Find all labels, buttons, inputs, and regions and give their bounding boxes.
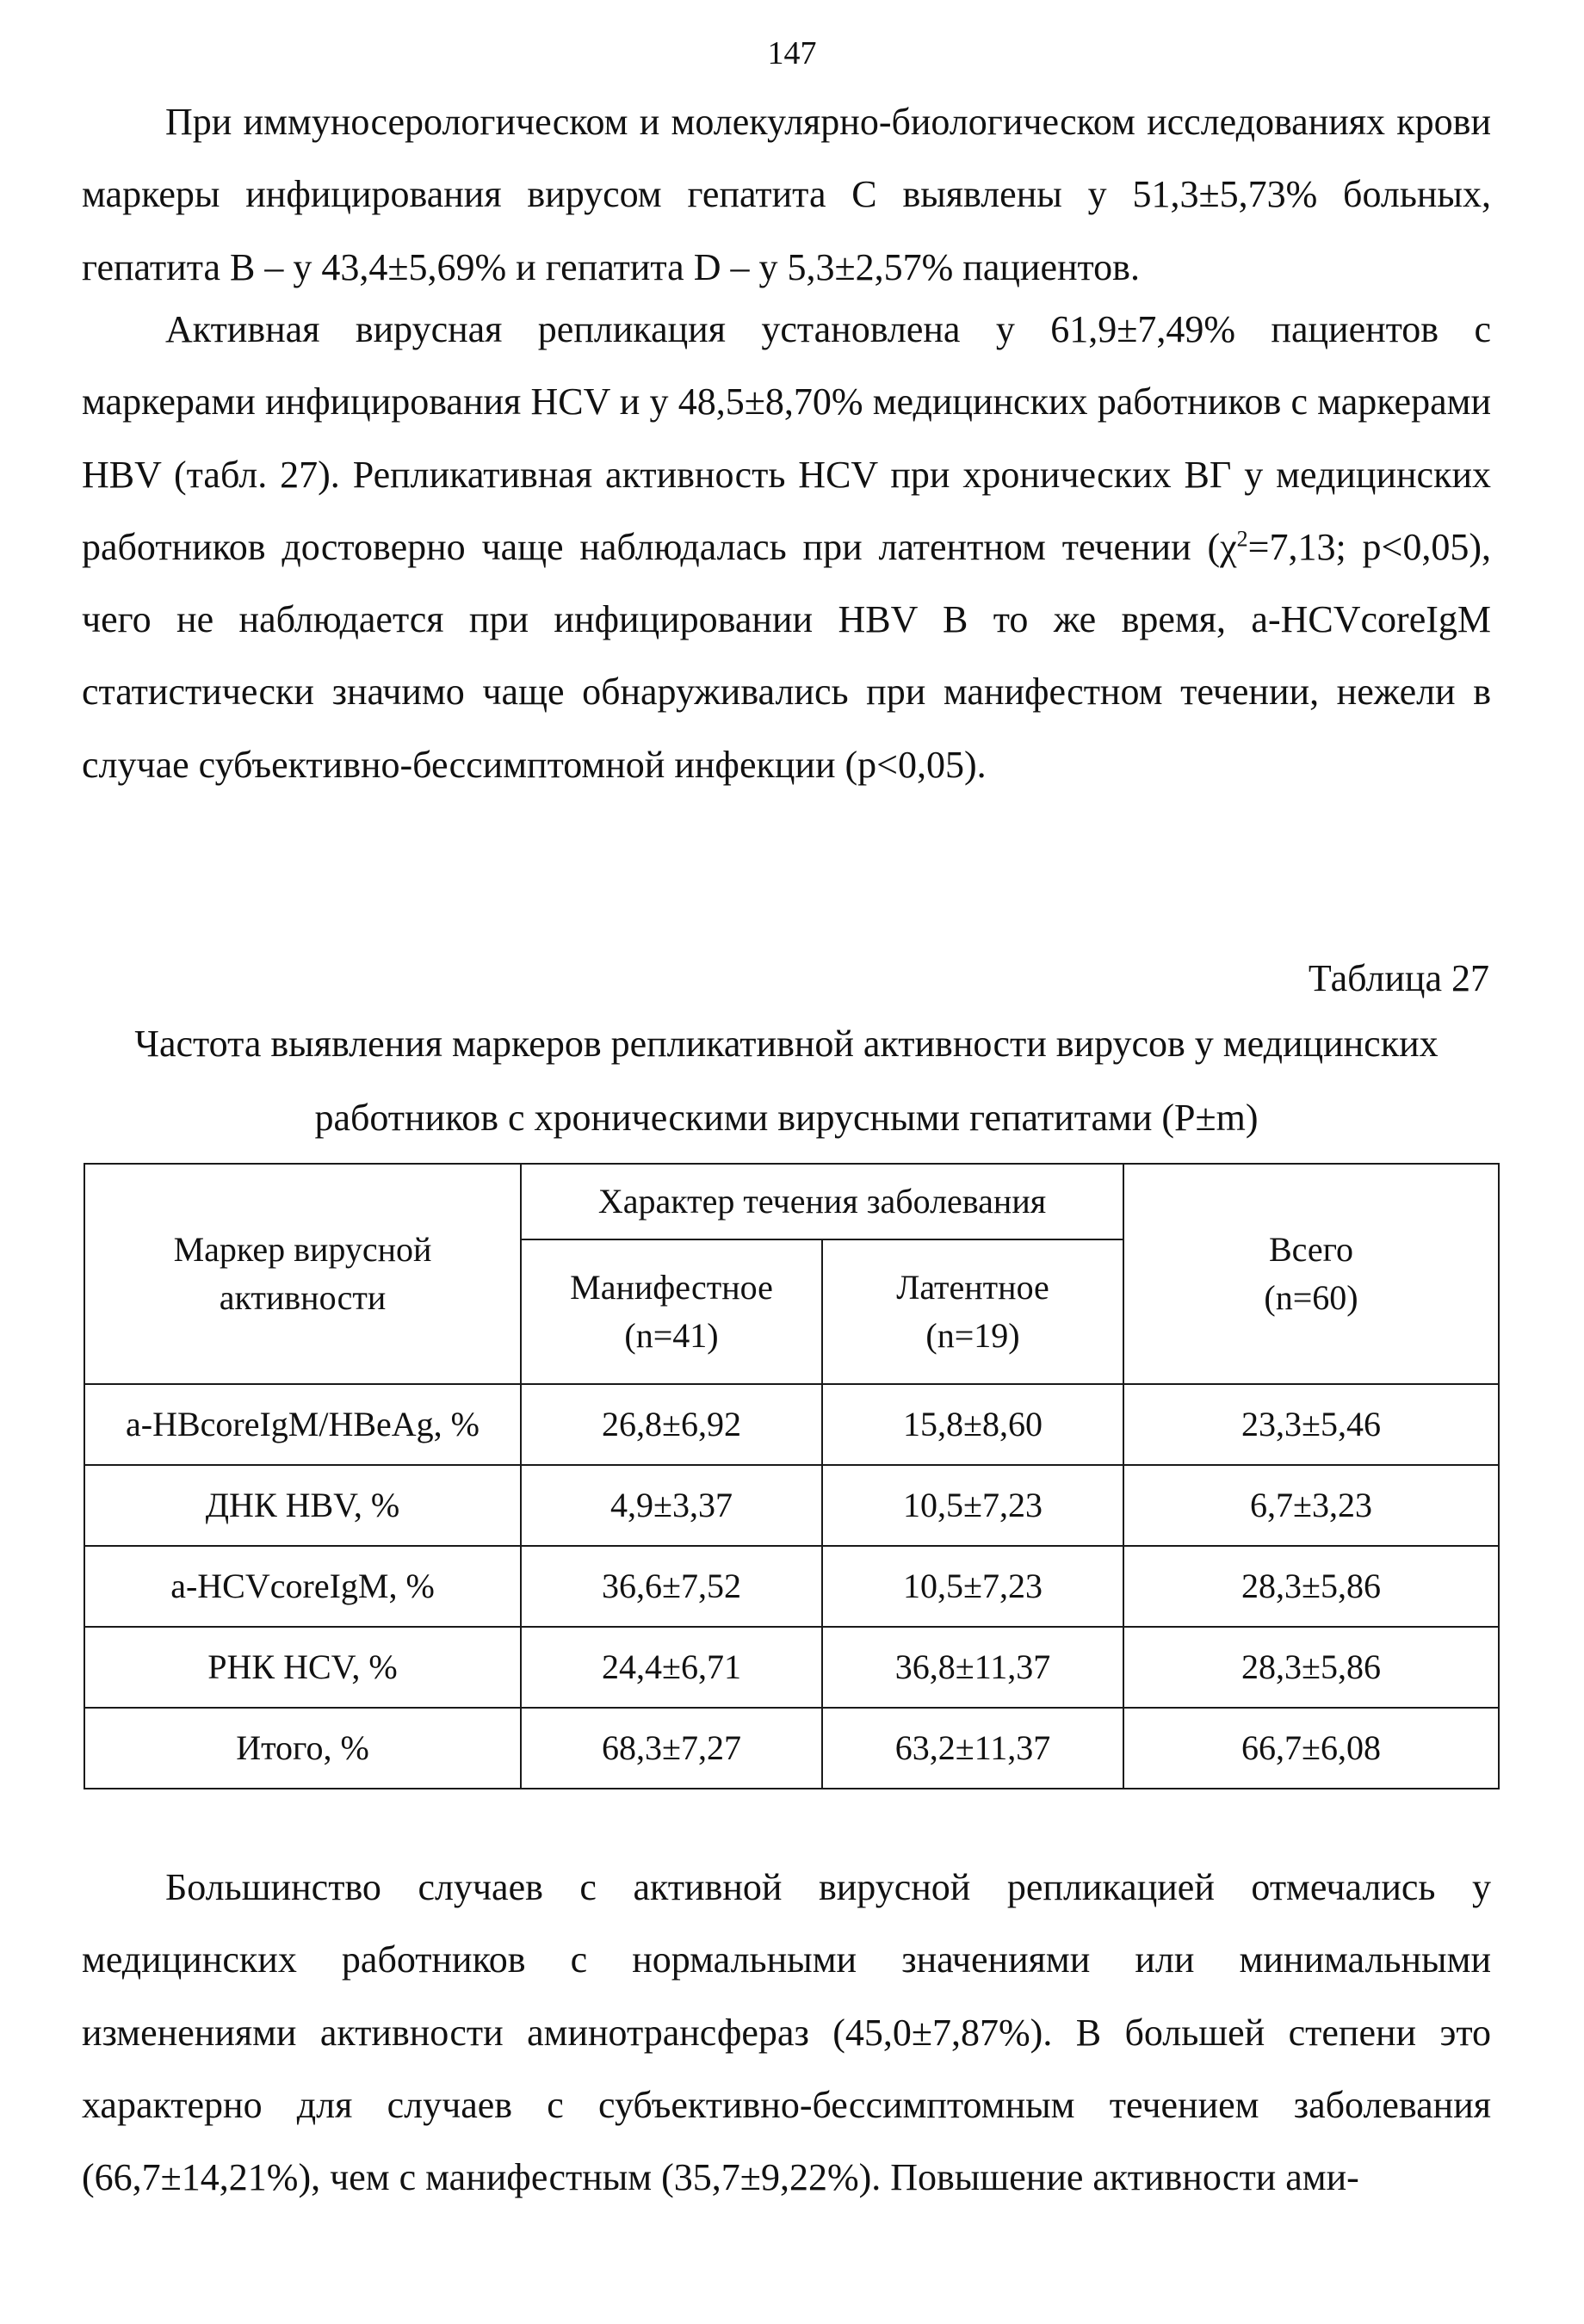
cell-latent: 36,8±11,37: [822, 1627, 1123, 1708]
header-marker: [84, 1164, 521, 1384]
cell-marker: ДНК HBV, %: [84, 1465, 521, 1546]
cell-total: 28,3±5,86: [1123, 1546, 1499, 1627]
paragraph-1: При иммуносерологическом и молекулярно-биологическом исследованиях крови маркеры инфицирования вирусом гепатита С выявлены у 51,3±5,73% больных, гепатита В – у 43,4±5,69% и гепатита D – у 5,3±2,57% пациентов.: [82, 101, 1491, 288]
table-row: [84, 1384, 1499, 1465]
cell-latent: 10,5±7,23: [822, 1546, 1123, 1627]
table-row-total: [84, 1708, 1499, 1789]
cell-marker: a-HBcoreIgM/HBeAg, %: [84, 1384, 521, 1465]
header-marker-line1: Маркер вирусной: [173, 1230, 432, 1269]
paragraph-2-text-a: Активная вирусная репликация установлена у 61,9±7,49% пациентов с маркерами инфицирования HCV и у 48,5±8,70% медицинских работников с маркерами HBV (табл. 27). Репликативная активность HCV при хронических ВГ у медицинских работников достоверно чаще наблюдалась при латентном течении (χ: [82, 308, 1491, 568]
table-caption: Частота выявления маркеров репликативной активности вирусов у медицинских работников с хроническими вирусными гепатитами (P±m): [134, 1023, 1439, 1139]
header-manifest-line1: Манифестное: [570, 1268, 773, 1307]
cell-marker: Итого, %: [84, 1708, 521, 1789]
table-row: [84, 1546, 1499, 1627]
paragraph-2: [82, 294, 1491, 801]
cell-total: 28,3±5,86: [1123, 1627, 1499, 1708]
chi-square-superscript: 2: [1236, 526, 1248, 552]
header-total-line2: (n=60): [1264, 1278, 1358, 1317]
header-manifest: [521, 1239, 822, 1384]
paragraph-3: Большинство случаев с активной вирусной репликацией отмечались у медицинских работников с нормальными значениями или минимальными изменениями активности аминотрансфераз (45,0±7,87%). В большей степени это характерно для случаев с субъективно-бессимптомным течением заболевания (66,7±14,21%), чем с манифестным (35,7±9,22%). Повышение активности ами-: [82, 1866, 1491, 2199]
cell-total: 66,7±6,08: [1123, 1708, 1499, 1789]
cell-manifest: 68,3±7,27: [521, 1708, 822, 1789]
cell-manifest: 4,9±3,37: [521, 1465, 822, 1546]
header-total-line1: Всего: [1268, 1230, 1354, 1269]
cell-manifest: 24,4±6,71: [521, 1627, 822, 1708]
header-marker-line2: активности: [219, 1278, 387, 1317]
cell-total: 6,7±3,23: [1123, 1465, 1499, 1546]
table-label: Таблица 27: [1308, 957, 1489, 999]
cell-manifest: 36,6±7,52: [521, 1546, 822, 1627]
cell-marker: a-HCVcoreIgM, %: [84, 1546, 521, 1627]
cell-total: 23,3±5,46: [1123, 1384, 1499, 1465]
page-number: 147: [767, 35, 817, 71]
cell-latent: 10,5±7,23: [822, 1465, 1123, 1546]
header-course: Характер течения заболевания: [521, 1164, 1123, 1239]
cell-latent: 63,2±11,37: [822, 1708, 1123, 1789]
cell-manifest: 26,8±6,92: [521, 1384, 822, 1465]
header-latent-line1: Латентное: [896, 1268, 1049, 1307]
header-manifest-line2: (n=41): [624, 1316, 719, 1355]
cell-latent: 15,8±8,60: [822, 1384, 1123, 1465]
cell-marker: РНК HCV, %: [84, 1627, 521, 1708]
table-row: [84, 1465, 1499, 1546]
header-latent-line2: (n=19): [925, 1316, 1020, 1355]
header-total: [1123, 1164, 1499, 1384]
paragraph-2-text-b: =7,13; p<0,05), чего не наблюдается при инфицировании HBV В то же время, a-HCVcoreIgM статистически значимо чаще обнаруживались при манифестном течении, нежели в случае субъективно-бессимптомной инфекции (p<0,05).: [82, 525, 1491, 786]
header-latent: [822, 1239, 1123, 1384]
table-row: [84, 1627, 1499, 1708]
marker-frequency-table: [84, 1163, 1500, 1789]
table-header-row-1: [84, 1164, 1499, 1239]
